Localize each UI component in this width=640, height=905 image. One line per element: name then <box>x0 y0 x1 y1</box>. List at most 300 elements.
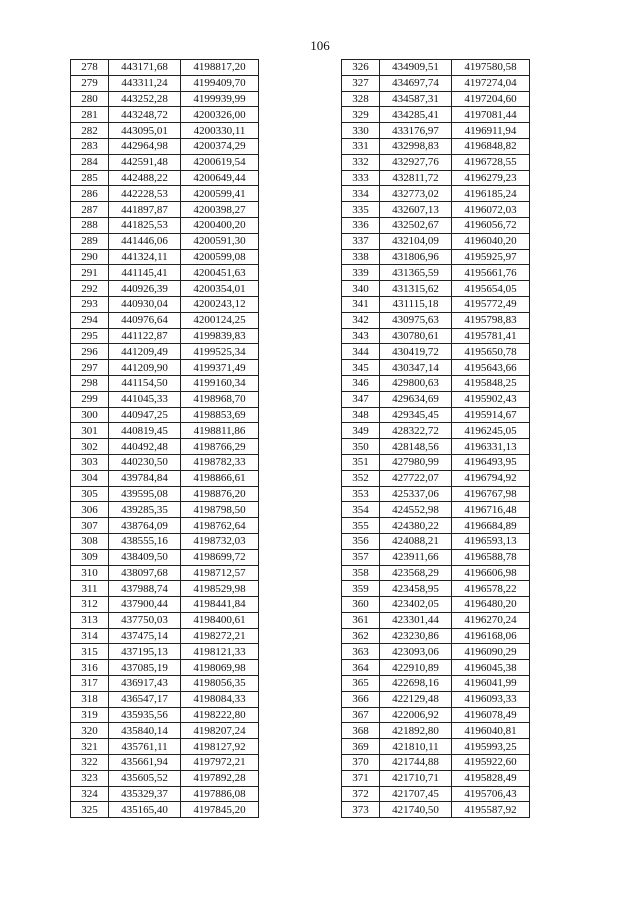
table-row <box>71 360 259 376</box>
point-number-cell: 314 <box>71 628 109 644</box>
point-number-cell: 280 <box>71 91 109 107</box>
x-coordinate-cell: 429800,63 <box>380 375 452 391</box>
x-coordinate-cell: 434909,51 <box>380 60 452 76</box>
point-number-cell: 302 <box>71 439 109 455</box>
point-number-cell: 346 <box>342 375 380 391</box>
y-coordinate-cell: 4196041,99 <box>452 676 530 692</box>
x-coordinate-cell: 437475,14 <box>109 628 181 644</box>
table-row <box>342 170 530 186</box>
y-coordinate-cell: 4198811,86 <box>181 423 259 439</box>
y-coordinate-cell: 4195922,60 <box>452 755 530 771</box>
y-coordinate-cell: 4196684,89 <box>452 518 530 534</box>
y-coordinate-cell: 4195993,25 <box>452 739 530 755</box>
x-coordinate-cell: 437195,13 <box>109 644 181 660</box>
x-coordinate-cell: 437988,74 <box>109 581 181 597</box>
point-number-cell: 282 <box>71 123 109 139</box>
table-row <box>342 154 530 170</box>
point-number-cell: 372 <box>342 786 380 802</box>
x-coordinate-cell: 421810,11 <box>380 739 452 755</box>
x-coordinate-cell: 441897,87 <box>109 202 181 218</box>
table-row <box>342 312 530 328</box>
table-row <box>71 75 259 91</box>
y-coordinate-cell: 4196578,22 <box>452 581 530 597</box>
x-coordinate-cell: 441446,06 <box>109 233 181 249</box>
point-number-cell: 286 <box>71 186 109 202</box>
table-row <box>71 407 259 423</box>
point-number-cell: 325 <box>71 802 109 818</box>
x-coordinate-cell: 424380,22 <box>380 518 452 534</box>
x-coordinate-cell: 441122,87 <box>109 328 181 344</box>
table-row <box>342 549 530 565</box>
x-coordinate-cell: 432998,83 <box>380 138 452 154</box>
point-number-cell: 340 <box>342 281 380 297</box>
table-row <box>342 786 530 802</box>
point-number-cell: 336 <box>342 217 380 233</box>
x-coordinate-cell: 429345,45 <box>380 407 452 423</box>
x-coordinate-cell: 421744,88 <box>380 755 452 771</box>
x-coordinate-cell: 434697,74 <box>380 75 452 91</box>
x-coordinate-cell: 427980,99 <box>380 454 452 470</box>
table-row <box>71 344 259 360</box>
y-coordinate-cell: 4198127,92 <box>181 739 259 755</box>
y-coordinate-cell: 4196168,06 <box>452 628 530 644</box>
y-coordinate-cell: 4198968,70 <box>181 391 259 407</box>
x-coordinate-cell: 436547,17 <box>109 691 181 707</box>
point-number-cell: 355 <box>342 518 380 534</box>
y-coordinate-cell: 4195643,66 <box>452 360 530 376</box>
point-number-cell: 351 <box>342 454 380 470</box>
y-coordinate-cell: 4196045,38 <box>452 660 530 676</box>
y-coordinate-cell: 4196040,20 <box>452 233 530 249</box>
x-coordinate-cell: 435605,52 <box>109 770 181 786</box>
point-number-cell: 321 <box>71 739 109 755</box>
table-row <box>71 723 259 739</box>
coordinates-table-left <box>70 59 259 818</box>
x-coordinate-cell: 428148,56 <box>380 439 452 455</box>
table-row <box>71 154 259 170</box>
point-number-cell: 305 <box>71 486 109 502</box>
point-number-cell: 361 <box>342 612 380 628</box>
x-coordinate-cell: 423301,44 <box>380 612 452 628</box>
x-coordinate-cell: 442228,53 <box>109 186 181 202</box>
point-number-cell: 298 <box>71 375 109 391</box>
table-row <box>71 802 259 818</box>
y-coordinate-cell: 4196716,48 <box>452 502 530 518</box>
y-coordinate-cell: 4196331,13 <box>452 439 530 455</box>
y-coordinate-cell: 4196078,49 <box>452 707 530 723</box>
table-row <box>71 660 259 676</box>
table-row <box>342 249 530 265</box>
y-coordinate-cell: 4198699,72 <box>181 549 259 565</box>
y-coordinate-cell: 4197580,58 <box>452 60 530 76</box>
table-row <box>71 439 259 455</box>
point-number-cell: 358 <box>342 565 380 581</box>
x-coordinate-cell: 435329,37 <box>109 786 181 802</box>
x-coordinate-cell: 423568,29 <box>380 565 452 581</box>
point-number-cell: 362 <box>342 628 380 644</box>
table-row <box>71 581 259 597</box>
y-coordinate-cell: 4199409,70 <box>181 75 259 91</box>
y-coordinate-cell: 4198853,69 <box>181 407 259 423</box>
page-number: 106 <box>310 38 330 53</box>
table-row <box>71 739 259 755</box>
point-number-cell: 279 <box>71 75 109 91</box>
table-row <box>71 502 259 518</box>
y-coordinate-cell: 4200619,54 <box>181 154 259 170</box>
x-coordinate-cell: 427722,07 <box>380 470 452 486</box>
point-number-cell: 356 <box>342 533 380 549</box>
x-coordinate-cell: 431115,18 <box>380 296 452 312</box>
x-coordinate-cell: 425337,06 <box>380 486 452 502</box>
x-coordinate-cell: 431806,96 <box>380 249 452 265</box>
table-row <box>71 628 259 644</box>
table-row <box>342 296 530 312</box>
y-coordinate-cell: 4196767,98 <box>452 486 530 502</box>
y-coordinate-cell: 4196056,72 <box>452 217 530 233</box>
point-number-cell: 299 <box>71 391 109 407</box>
table-row <box>342 375 530 391</box>
point-number-cell: 369 <box>342 739 380 755</box>
y-coordinate-cell: 4197845,20 <box>181 802 259 818</box>
y-coordinate-cell: 4199939,99 <box>181 91 259 107</box>
point-number-cell: 308 <box>71 533 109 549</box>
x-coordinate-cell: 437085,19 <box>109 660 181 676</box>
point-number-cell: 303 <box>71 454 109 470</box>
table-row <box>342 91 530 107</box>
y-coordinate-cell: 4195902,43 <box>452 391 530 407</box>
point-number-cell: 294 <box>71 312 109 328</box>
point-number-cell: 353 <box>342 486 380 502</box>
point-number-cell: 307 <box>71 518 109 534</box>
table-row <box>342 423 530 439</box>
y-coordinate-cell: 4196090,29 <box>452 644 530 660</box>
y-coordinate-cell: 4196606,98 <box>452 565 530 581</box>
x-coordinate-cell: 433176,97 <box>380 123 452 139</box>
x-coordinate-cell: 431315,62 <box>380 281 452 297</box>
table-row <box>71 644 259 660</box>
table-row <box>342 75 530 91</box>
table-row <box>342 628 530 644</box>
table-row <box>342 344 530 360</box>
point-number-cell: 345 <box>342 360 380 376</box>
point-number-cell: 291 <box>71 265 109 281</box>
table-row <box>342 565 530 581</box>
table-row <box>71 91 259 107</box>
y-coordinate-cell: 4196270,24 <box>452 612 530 628</box>
y-coordinate-cell: 4196728,55 <box>452 154 530 170</box>
y-coordinate-cell: 4197886,08 <box>181 786 259 802</box>
y-coordinate-cell: 4198782,33 <box>181 454 259 470</box>
y-coordinate-cell: 4200599,08 <box>181 249 259 265</box>
y-coordinate-cell: 4200354,01 <box>181 281 259 297</box>
x-coordinate-cell: 423402,05 <box>380 597 452 613</box>
y-coordinate-cell: 4199160,34 <box>181 375 259 391</box>
y-coordinate-cell: 4197972,21 <box>181 755 259 771</box>
x-coordinate-cell: 443171,68 <box>109 60 181 76</box>
coordinates-table-right <box>341 59 530 818</box>
table-row <box>71 691 259 707</box>
y-coordinate-cell: 4195914,67 <box>452 407 530 423</box>
y-coordinate-cell: 4195661,76 <box>452 265 530 281</box>
x-coordinate-cell: 435840,14 <box>109 723 181 739</box>
x-coordinate-cell: 437750,03 <box>109 612 181 628</box>
y-coordinate-cell: 4200649,44 <box>181 170 259 186</box>
point-number-cell: 281 <box>71 107 109 123</box>
y-coordinate-cell: 4198272,21 <box>181 628 259 644</box>
table-row <box>71 123 259 139</box>
table-row <box>342 454 530 470</box>
table-row <box>342 391 530 407</box>
point-number-cell: 312 <box>71 597 109 613</box>
table-row <box>342 770 530 786</box>
y-coordinate-cell: 4200400,20 <box>181 217 259 233</box>
x-coordinate-cell: 440930,04 <box>109 296 181 312</box>
point-number-cell: 284 <box>71 154 109 170</box>
y-coordinate-cell: 4196593,13 <box>452 533 530 549</box>
x-coordinate-cell: 443248,72 <box>109 107 181 123</box>
x-coordinate-cell: 435935,56 <box>109 707 181 723</box>
table-row <box>71 486 259 502</box>
point-number-cell: 296 <box>71 344 109 360</box>
x-coordinate-cell: 440230,50 <box>109 454 181 470</box>
point-number-cell: 366 <box>342 691 380 707</box>
x-coordinate-cell: 441209,49 <box>109 344 181 360</box>
point-number-cell: 348 <box>342 407 380 423</box>
point-number-cell: 310 <box>71 565 109 581</box>
x-coordinate-cell: 434285,41 <box>380 107 452 123</box>
x-coordinate-cell: 428322,72 <box>380 423 452 439</box>
y-coordinate-cell: 4198866,61 <box>181 470 259 486</box>
point-number-cell: 337 <box>342 233 380 249</box>
table-row <box>342 407 530 423</box>
y-coordinate-cell: 4198732,03 <box>181 533 259 549</box>
point-number-cell: 326 <box>342 60 380 76</box>
x-coordinate-cell: 421707,45 <box>380 786 452 802</box>
table-row <box>342 660 530 676</box>
table-row <box>71 707 259 723</box>
table-row <box>342 707 530 723</box>
table-row <box>342 60 530 76</box>
x-coordinate-cell: 442591,48 <box>109 154 181 170</box>
x-coordinate-cell: 423911,66 <box>380 549 452 565</box>
y-coordinate-cell: 4196072,03 <box>452 202 530 218</box>
table-row <box>342 360 530 376</box>
table-row <box>342 739 530 755</box>
table-row <box>342 755 530 771</box>
y-coordinate-cell: 4198084,33 <box>181 691 259 707</box>
point-number-cell: 331 <box>342 138 380 154</box>
x-coordinate-cell: 438097,68 <box>109 565 181 581</box>
table-row <box>71 597 259 613</box>
y-coordinate-cell: 4199525,34 <box>181 344 259 360</box>
table-row <box>71 375 259 391</box>
y-coordinate-cell: 4196093,33 <box>452 691 530 707</box>
y-coordinate-cell: 4198712,57 <box>181 565 259 581</box>
x-coordinate-cell: 440976,64 <box>109 312 181 328</box>
point-number-cell: 373 <box>342 802 380 818</box>
x-coordinate-cell: 442964,98 <box>109 138 181 154</box>
y-coordinate-cell: 4199371,49 <box>181 360 259 376</box>
table-row <box>71 533 259 549</box>
x-coordinate-cell: 440947,25 <box>109 407 181 423</box>
y-coordinate-cell: 4196911,94 <box>452 123 530 139</box>
table-row <box>342 186 530 202</box>
table-row <box>342 612 530 628</box>
point-number-cell: 365 <box>342 676 380 692</box>
x-coordinate-cell: 432811,72 <box>380 170 452 186</box>
y-coordinate-cell: 4196588,78 <box>452 549 530 565</box>
y-coordinate-cell: 4200243,12 <box>181 296 259 312</box>
table-row <box>71 60 259 76</box>
x-coordinate-cell: 438764,09 <box>109 518 181 534</box>
x-coordinate-cell: 422910,89 <box>380 660 452 676</box>
point-number-cell: 300 <box>71 407 109 423</box>
table-row <box>342 217 530 233</box>
y-coordinate-cell: 4197892,28 <box>181 770 259 786</box>
table-row <box>342 107 530 123</box>
y-coordinate-cell: 4198766,29 <box>181 439 259 455</box>
y-coordinate-cell: 4198222,80 <box>181 707 259 723</box>
point-number-cell: 339 <box>342 265 380 281</box>
x-coordinate-cell: 423458,95 <box>380 581 452 597</box>
point-number-cell: 338 <box>342 249 380 265</box>
table-row <box>342 533 530 549</box>
table-row <box>342 723 530 739</box>
point-number-cell: 289 <box>71 233 109 249</box>
y-coordinate-cell: 4198817,20 <box>181 60 259 76</box>
point-number-cell: 290 <box>71 249 109 265</box>
y-coordinate-cell: 4195706,43 <box>452 786 530 802</box>
y-coordinate-cell: 4198876,20 <box>181 486 259 502</box>
table-row <box>71 249 259 265</box>
table-row <box>71 549 259 565</box>
y-coordinate-cell: 4196794,92 <box>452 470 530 486</box>
y-coordinate-cell: 4198529,98 <box>181 581 259 597</box>
x-coordinate-cell: 422129,48 <box>380 691 452 707</box>
x-coordinate-cell: 438409,50 <box>109 549 181 565</box>
table-row <box>342 233 530 249</box>
x-coordinate-cell: 443095,01 <box>109 123 181 139</box>
point-number-cell: 287 <box>71 202 109 218</box>
y-coordinate-cell: 4200330,11 <box>181 123 259 139</box>
x-coordinate-cell: 441145,41 <box>109 265 181 281</box>
x-coordinate-cell: 442488,22 <box>109 170 181 186</box>
point-number-cell: 313 <box>71 612 109 628</box>
y-coordinate-cell: 4195848,25 <box>452 375 530 391</box>
table-row <box>342 581 530 597</box>
point-number-cell: 306 <box>71 502 109 518</box>
x-coordinate-cell: 441209,90 <box>109 360 181 376</box>
y-coordinate-cell: 4197081,44 <box>452 107 530 123</box>
point-number-cell: 332 <box>342 154 380 170</box>
point-number-cell: 328 <box>342 91 380 107</box>
y-coordinate-cell: 4196848,82 <box>452 138 530 154</box>
table-row <box>71 170 259 186</box>
point-number-cell: 297 <box>71 360 109 376</box>
point-number-cell: 368 <box>342 723 380 739</box>
y-coordinate-cell: 4200124,25 <box>181 312 259 328</box>
y-coordinate-cell: 4196245,05 <box>452 423 530 439</box>
x-coordinate-cell: 424088,21 <box>380 533 452 549</box>
x-coordinate-cell: 432502,67 <box>380 217 452 233</box>
table-row <box>342 439 530 455</box>
point-number-cell: 334 <box>342 186 380 202</box>
y-coordinate-cell: 4197204,60 <box>452 91 530 107</box>
point-number-cell: 292 <box>71 281 109 297</box>
point-number-cell: 371 <box>342 770 380 786</box>
point-number-cell: 283 <box>71 138 109 154</box>
y-coordinate-cell: 4195650,78 <box>452 344 530 360</box>
table-row <box>342 597 530 613</box>
y-coordinate-cell: 4197274,04 <box>452 75 530 91</box>
table-row <box>71 202 259 218</box>
x-coordinate-cell: 430419,72 <box>380 344 452 360</box>
table-row <box>71 107 259 123</box>
point-number-cell: 352 <box>342 470 380 486</box>
x-coordinate-cell: 421740,50 <box>380 802 452 818</box>
x-coordinate-cell: 422698,16 <box>380 676 452 692</box>
table-row <box>342 644 530 660</box>
table-row <box>342 265 530 281</box>
table-row <box>71 518 259 534</box>
x-coordinate-cell: 441045,33 <box>109 391 181 407</box>
y-coordinate-cell: 4196480,20 <box>452 597 530 613</box>
y-coordinate-cell: 4196279,23 <box>452 170 530 186</box>
y-coordinate-cell: 4198207,24 <box>181 723 259 739</box>
x-coordinate-cell: 435661,94 <box>109 755 181 771</box>
point-number-cell: 343 <box>342 328 380 344</box>
y-coordinate-cell: 4195925,97 <box>452 249 530 265</box>
point-number-cell: 324 <box>71 786 109 802</box>
table-row <box>71 138 259 154</box>
x-coordinate-cell: 437900,44 <box>109 597 181 613</box>
x-coordinate-cell: 432773,02 <box>380 186 452 202</box>
x-coordinate-cell: 432104,09 <box>380 233 452 249</box>
point-number-cell: 293 <box>71 296 109 312</box>
point-number-cell: 278 <box>71 60 109 76</box>
point-number-cell: 335 <box>342 202 380 218</box>
table-row <box>342 281 530 297</box>
y-coordinate-cell: 4200451,63 <box>181 265 259 281</box>
point-number-cell: 357 <box>342 549 380 565</box>
y-coordinate-cell: 4200398,27 <box>181 202 259 218</box>
y-coordinate-cell: 4196185,24 <box>452 186 530 202</box>
x-coordinate-cell: 432607,13 <box>380 202 452 218</box>
table-row <box>71 296 259 312</box>
table-row <box>342 328 530 344</box>
point-number-cell: 304 <box>71 470 109 486</box>
x-coordinate-cell: 435165,40 <box>109 802 181 818</box>
x-coordinate-cell: 432927,76 <box>380 154 452 170</box>
point-number-cell: 344 <box>342 344 380 360</box>
point-number-cell: 347 <box>342 391 380 407</box>
table-row <box>342 202 530 218</box>
point-number-cell: 342 <box>342 312 380 328</box>
point-number-cell: 318 <box>71 691 109 707</box>
x-coordinate-cell: 423093,06 <box>380 644 452 660</box>
table-row <box>71 786 259 802</box>
table-row <box>71 281 259 297</box>
point-number-cell: 315 <box>71 644 109 660</box>
x-coordinate-cell: 435761,11 <box>109 739 181 755</box>
x-coordinate-cell: 441324,11 <box>109 249 181 265</box>
y-coordinate-cell: 4199839,83 <box>181 328 259 344</box>
x-coordinate-cell: 441154,50 <box>109 375 181 391</box>
x-coordinate-cell: 439285,35 <box>109 502 181 518</box>
point-number-cell: 349 <box>342 423 380 439</box>
x-coordinate-cell: 423230,86 <box>380 628 452 644</box>
y-coordinate-cell: 4200374,29 <box>181 138 259 154</box>
